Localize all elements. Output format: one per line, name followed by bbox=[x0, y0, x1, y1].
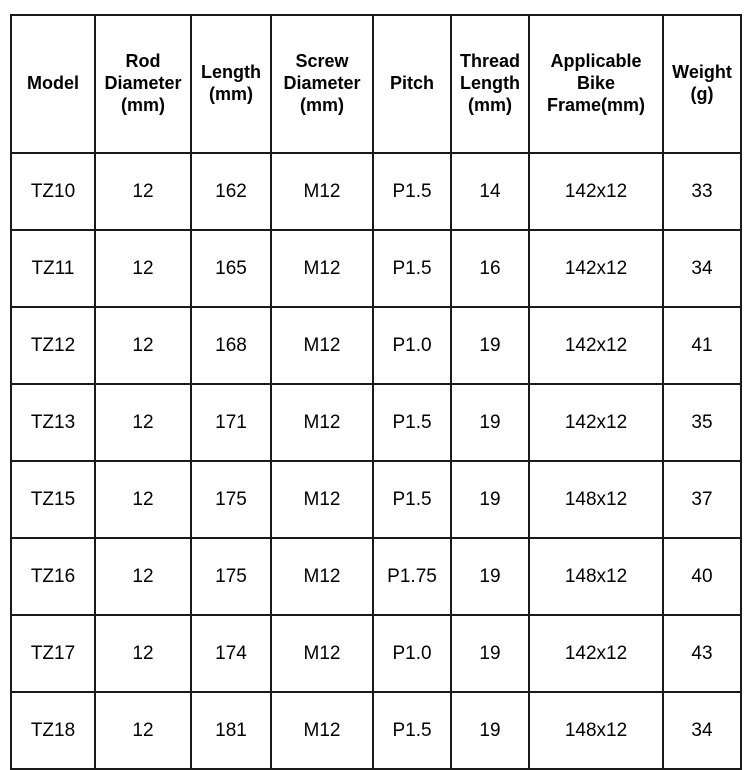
table-header bbox=[11, 15, 741, 153]
cell-pitch: P1.5 bbox=[373, 692, 451, 769]
cell-thread-length: 16 bbox=[451, 230, 529, 307]
column-header-rod-diameter: Rod Diameter (mm) bbox=[95, 15, 191, 153]
table-row bbox=[11, 384, 741, 461]
cell-weight: 34 bbox=[663, 692, 741, 769]
cell-weight: 40 bbox=[663, 538, 741, 615]
cell-weight: 43 bbox=[663, 615, 741, 692]
cell-weight: 33 bbox=[663, 153, 741, 230]
cell-model: TZ10 bbox=[11, 153, 95, 230]
cell-screw-diameter: M12 bbox=[271, 692, 373, 769]
cell-length: 175 bbox=[191, 538, 271, 615]
cell-model: TZ16 bbox=[11, 538, 95, 615]
cell-screw-diameter: M12 bbox=[271, 461, 373, 538]
cell-screw-diameter: M12 bbox=[271, 230, 373, 307]
cell-weight: 35 bbox=[663, 384, 741, 461]
spec-table bbox=[10, 14, 742, 770]
cell-length: 165 bbox=[191, 230, 271, 307]
column-header-applicable-bike-frame: Applicable Bike Frame(mm) bbox=[529, 15, 663, 153]
cell-weight: 34 bbox=[663, 230, 741, 307]
cell-thread-length: 19 bbox=[451, 538, 529, 615]
cell-weight: 41 bbox=[663, 307, 741, 384]
cell-applicable-bike-frame: 142x12 bbox=[529, 230, 663, 307]
cell-applicable-bike-frame: 142x12 bbox=[529, 384, 663, 461]
cell-length: 175 bbox=[191, 461, 271, 538]
cell-length: 168 bbox=[191, 307, 271, 384]
table-row bbox=[11, 153, 741, 230]
cell-rod-diameter: 12 bbox=[95, 615, 191, 692]
cell-pitch: P1.0 bbox=[373, 615, 451, 692]
cell-rod-diameter: 12 bbox=[95, 692, 191, 769]
table-row bbox=[11, 230, 741, 307]
cell-model: TZ18 bbox=[11, 692, 95, 769]
cell-thread-length: 19 bbox=[451, 615, 529, 692]
column-header-model: Model bbox=[11, 15, 95, 153]
cell-pitch: P1.0 bbox=[373, 307, 451, 384]
cell-pitch: P1.5 bbox=[373, 461, 451, 538]
cell-applicable-bike-frame: 148x12 bbox=[529, 692, 663, 769]
table-row bbox=[11, 692, 741, 769]
cell-screw-diameter: M12 bbox=[271, 615, 373, 692]
column-header-screw-diameter: Screw Diameter (mm) bbox=[271, 15, 373, 153]
cell-rod-diameter: 12 bbox=[95, 230, 191, 307]
cell-length: 171 bbox=[191, 384, 271, 461]
table-row bbox=[11, 615, 741, 692]
cell-thread-length: 19 bbox=[451, 692, 529, 769]
header-row bbox=[11, 15, 741, 153]
cell-screw-diameter: M12 bbox=[271, 153, 373, 230]
cell-thread-length: 19 bbox=[451, 384, 529, 461]
table-body bbox=[11, 153, 741, 769]
table-row bbox=[11, 461, 741, 538]
cell-model: TZ15 bbox=[11, 461, 95, 538]
table-row bbox=[11, 307, 741, 384]
cell-applicable-bike-frame: 148x12 bbox=[529, 538, 663, 615]
column-header-thread-length: Thread Length (mm) bbox=[451, 15, 529, 153]
cell-rod-diameter: 12 bbox=[95, 461, 191, 538]
cell-pitch: P1.5 bbox=[373, 384, 451, 461]
cell-model: TZ17 bbox=[11, 615, 95, 692]
cell-screw-diameter: M12 bbox=[271, 307, 373, 384]
cell-applicable-bike-frame: 142x12 bbox=[529, 153, 663, 230]
cell-applicable-bike-frame: 142x12 bbox=[529, 615, 663, 692]
column-header-length: Length (mm) bbox=[191, 15, 271, 153]
column-header-pitch: Pitch bbox=[373, 15, 451, 153]
cell-applicable-bike-frame: 142x12 bbox=[529, 307, 663, 384]
cell-model: TZ12 bbox=[11, 307, 95, 384]
table-row bbox=[11, 538, 741, 615]
cell-rod-diameter: 12 bbox=[95, 307, 191, 384]
cell-thread-length: 19 bbox=[451, 461, 529, 538]
cell-screw-diameter: M12 bbox=[271, 538, 373, 615]
cell-rod-diameter: 12 bbox=[95, 384, 191, 461]
column-header-weight: Weight (g) bbox=[663, 15, 741, 153]
cell-length: 181 bbox=[191, 692, 271, 769]
cell-applicable-bike-frame: 148x12 bbox=[529, 461, 663, 538]
cell-rod-diameter: 12 bbox=[95, 538, 191, 615]
cell-thread-length: 19 bbox=[451, 307, 529, 384]
cell-model: TZ11 bbox=[11, 230, 95, 307]
cell-pitch: P1.5 bbox=[373, 153, 451, 230]
cell-pitch: P1.75 bbox=[373, 538, 451, 615]
cell-length: 174 bbox=[191, 615, 271, 692]
cell-length: 162 bbox=[191, 153, 271, 230]
cell-weight: 37 bbox=[663, 461, 741, 538]
cell-model: TZ13 bbox=[11, 384, 95, 461]
cell-rod-diameter: 12 bbox=[95, 153, 191, 230]
cell-thread-length: 14 bbox=[451, 153, 529, 230]
cell-screw-diameter: M12 bbox=[271, 384, 373, 461]
cell-pitch: P1.5 bbox=[373, 230, 451, 307]
